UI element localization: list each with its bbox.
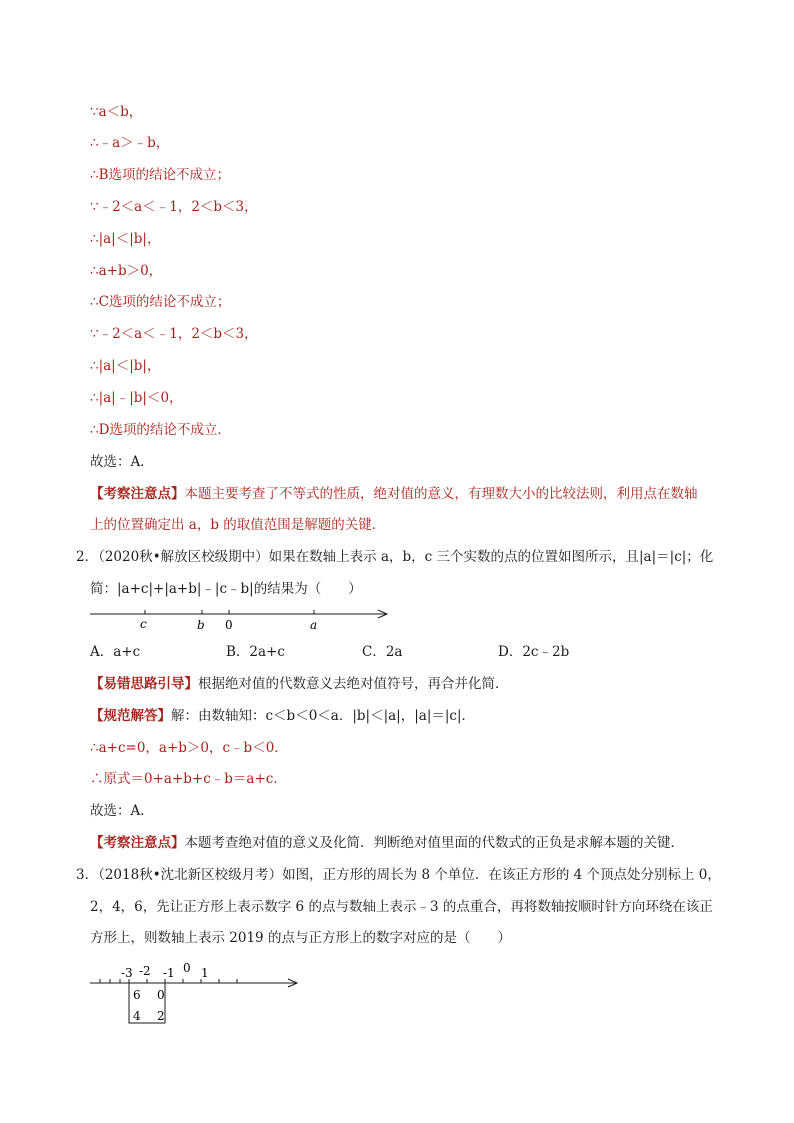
solution-line: ∴C选项的结论不成立；	[90, 294, 231, 310]
question-number: 2．	[76, 549, 99, 565]
option-b: B．2a+c	[226, 644, 285, 660]
axis-label-neg2: -2	[139, 964, 151, 978]
square-label-4: 4	[133, 1009, 141, 1023]
square-label-6: 6	[133, 988, 141, 1002]
axis-label-one: 1	[201, 966, 209, 980]
note-tag: 【考察注意点】	[90, 835, 185, 851]
q2-stem-cont: 简：|a+c|+|a+b|﹣|c﹣b|的结果为（ ）	[90, 581, 362, 597]
q3-stem-cont: 方形上，则数轴上表示 2019 的点与正方形上的数字对应的是（ ）	[90, 930, 511, 946]
note-tag: 【考察注意点】	[90, 486, 185, 502]
axis-label-zero: 0	[225, 618, 233, 632]
q1-answer: 故选：A．	[90, 454, 154, 470]
axis-label-c: c	[140, 617, 147, 631]
solution-line: ∵﹣2＜a＜﹣1，2＜b＜3，	[90, 199, 258, 215]
q2-standard-answer	[90, 707, 475, 725]
solution-line: ∴|a|＜|b|，	[90, 358, 161, 374]
option-d: D．2c﹣2b	[498, 644, 570, 660]
question-number: 3．	[76, 867, 99, 883]
axis-label-neg1: -1	[163, 966, 175, 980]
option-a: A．a+c	[90, 644, 141, 660]
hint-text: 根据绝对值的代数意义去绝对值符号，再合并化简．	[198, 676, 509, 692]
hint-tag: 【易错思路引导】	[90, 676, 198, 692]
solution-line: ∴a+b＞0，	[90, 263, 163, 279]
solution-line: ∴﹣a＞﹣b，	[90, 135, 170, 151]
axis-label-a: a	[310, 618, 318, 632]
q2-note	[90, 834, 684, 852]
note-text: 本题考查绝对值的意义及化简．判断绝对值里面的代数式的正负是求解本题的关键．	[184, 835, 684, 851]
question-stem: （2018秋•沈北新区校级月考）如图，正方形的周长为 8 个单位．在该正方形的 4 个顶点处分别标上 0，	[98, 867, 721, 883]
note-text: 本题主要考查了不等式的性质，绝对值的意义，有理数大小的比较法则，利用点在数轴	[184, 486, 698, 502]
q1-note	[90, 485, 698, 503]
square-label-2: 2	[157, 1009, 165, 1023]
std-tag: 【规范解答】	[90, 708, 171, 724]
axis-label-neg3: -3	[121, 966, 133, 980]
solution-line: ∴a+c=0，a+b＞0，c﹣b＜0．	[90, 740, 288, 756]
q3-figure	[88, 958, 308, 1028]
option-c: C．2a	[362, 644, 403, 660]
solution-line: ∵﹣2＜a＜﹣1，2＜b＜3，	[90, 326, 258, 342]
q3-stem	[76, 866, 721, 884]
square-label-0: 0	[157, 988, 165, 1002]
question-stem: （2020秋•解放区校级期中）如果在数轴上表示 a，b，c 三个实数的点的位置如图所示，且|a|＝|c|；化	[98, 549, 714, 565]
axis-label-zero: 0	[183, 961, 191, 975]
solution-line: ∴|a|﹣|b|＜0，	[90, 390, 183, 406]
q2-answer: 故选：A．	[90, 803, 154, 819]
q2-hint	[90, 675, 509, 693]
solution-line: ∴D选项的结论不成立．	[90, 422, 231, 438]
solution-line: ∴B选项的结论不成立；	[90, 167, 231, 183]
q2-number-line	[88, 602, 398, 636]
q3-stem-cont: 2，4，6，先让正方形上表示数字 6 的点与数轴上表示﹣3 的点重合，再将数轴按顺时针方向环绕在该正	[90, 899, 713, 915]
q1-note-cont: 上的位置确定出 a，b 的取值范围是解题的关键．	[90, 517, 386, 533]
q2-stem	[76, 548, 713, 566]
axis-label-b: b	[197, 618, 205, 632]
std-text: 解：由数轴知：c＜b＜0＜a．|b|＜|a|，|a|＝|c|．	[171, 708, 476, 724]
solution-line: ∴|a|＜|b|，	[90, 231, 161, 247]
solution-line: ∴原式＝0+a+b+c﹣b＝a+c．	[90, 771, 287, 787]
solution-line: ∵a＜b，	[90, 104, 143, 120]
